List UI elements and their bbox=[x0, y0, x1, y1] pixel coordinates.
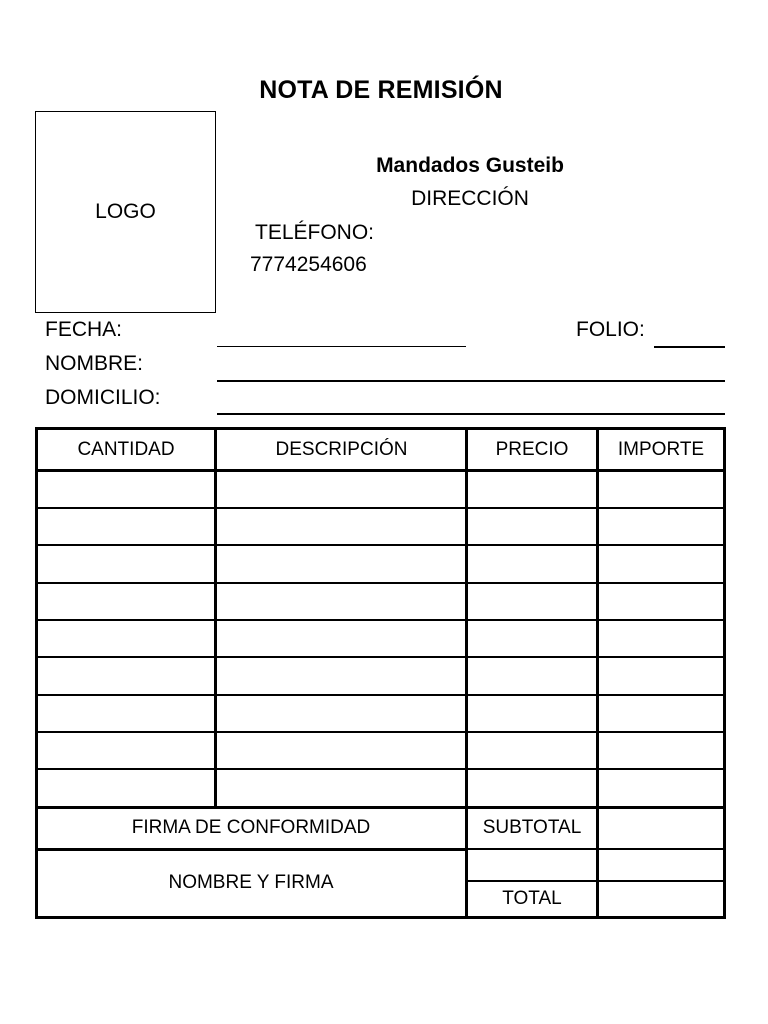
signature-label: FIRMA DE CONFORMIDAD bbox=[131, 817, 371, 838]
table-bottom-border bbox=[35, 916, 726, 919]
folio-label: FOLIO: bbox=[576, 318, 645, 341]
folio-field-line[interactable] bbox=[654, 346, 725, 348]
header-descripcion: DESCRIPCIÓN bbox=[275, 439, 408, 460]
logo-label: LOGO bbox=[95, 200, 156, 223]
company-phone-value: 7774254606 bbox=[250, 253, 367, 276]
address-label: DOMICILIO: bbox=[45, 386, 161, 409]
total-label: TOTAL bbox=[502, 888, 562, 909]
company-address-label: DIRECCIÓN bbox=[411, 187, 529, 210]
table-row-divider-5 bbox=[35, 656, 726, 658]
document-title: NOTA DE REMISIÓN bbox=[259, 76, 503, 104]
table-row-divider-1 bbox=[35, 507, 726, 509]
name-signature-label: NOMBRE Y FIRMA bbox=[168, 872, 334, 893]
header-importe: IMPORTE bbox=[617, 439, 705, 460]
subtotal-label: SUBTOTAL bbox=[482, 817, 582, 838]
table-row-divider-8 bbox=[35, 768, 726, 770]
company-name: Mandados Gusteib bbox=[376, 154, 564, 177]
table-row-divider-6 bbox=[35, 694, 726, 696]
address-field-line[interactable] bbox=[217, 413, 725, 415]
column-divider-cantidad bbox=[214, 427, 217, 807]
table-row-divider-3 bbox=[35, 582, 726, 584]
header-cantidad: CANTIDAD bbox=[77, 439, 175, 460]
footer-subtotal-divider bbox=[465, 848, 726, 850]
name-label: NOMBRE: bbox=[45, 352, 144, 375]
name-field-line[interactable] bbox=[217, 380, 725, 382]
header-precio: PRECIO bbox=[495, 439, 569, 460]
table-row-divider-2 bbox=[35, 544, 726, 546]
table-row-divider-7 bbox=[35, 731, 726, 733]
company-phone-label: TELÉFONO: bbox=[255, 221, 375, 244]
table-right-border bbox=[723, 427, 726, 919]
date-field-line[interactable] bbox=[217, 346, 466, 347]
logo-placeholder bbox=[35, 111, 216, 313]
date-label: FECHA: bbox=[45, 318, 123, 341]
table-row-divider-4 bbox=[35, 619, 726, 621]
